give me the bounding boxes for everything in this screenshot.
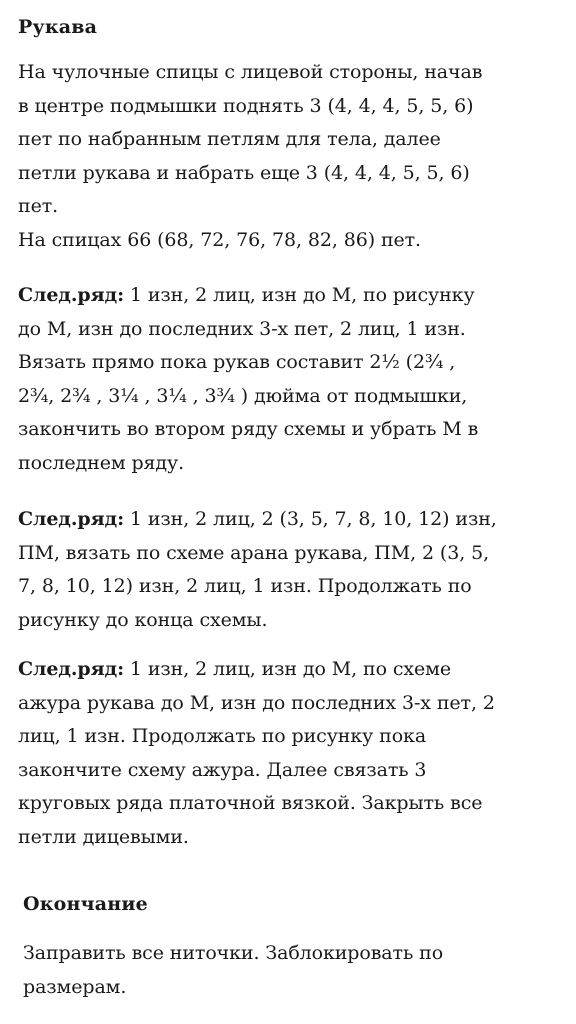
text-line: петли дицевыми. [18, 825, 189, 848]
next-row-paragraph-2 [18, 503, 563, 637]
text-line: пет по набранным петлям для тела, далее [18, 128, 441, 150]
next-row-label: След.ряд: [18, 284, 124, 306]
text-line: ажура рукава до М, изн до последних 3-х пет, 2 [18, 691, 495, 714]
text-line: ПМ, вязать по схеме арана рукава, ПМ, 2 (3, 5, [18, 541, 490, 564]
text-line [18, 653, 563, 687]
text-line: пет. [18, 195, 59, 217]
text-line: лиц, 1 изн. Продолжать по рисунку пока [18, 725, 427, 747]
text-line: закончить во втором ряду схемы и убрать М в [18, 418, 479, 440]
text-line [18, 279, 563, 313]
text-line: петли рукава и набрать еще 3 (4, 4, 4, 5, 5, 6) [18, 161, 470, 184]
text-line: На спицах 66 (68, 72, 76, 78, 82, 86) пет. [18, 228, 422, 251]
text-fragment: 1 изн, 2 лиц, изн до М, по рисунку [123, 284, 475, 306]
text-line: закончите схему ажура. Далее связать 3 [18, 758, 427, 781]
sleeves-intro-paragraph [18, 56, 563, 257]
text-line: до М, изн до последних 3-х пет, 2 лиц, 1 изн. [18, 317, 466, 340]
text-line: размерам. [23, 975, 127, 998]
finishing-paragraph [23, 937, 568, 1004]
next-row-label: След.ряд: [18, 508, 124, 530]
text-line: в центре подмышки поднять 3 (4, 4, 4, 5, 5, 6) [18, 94, 474, 117]
text-line: Вязать прямо пока рукав составит 2½ (2¾ , [18, 351, 456, 373]
next-row-label: След.ряд: [18, 658, 124, 680]
next-row-paragraph-1 [18, 279, 563, 480]
text-line: Заправить все ниточки. Заблокировать по [23, 942, 444, 964]
text-line: 2¾, 2¾ , 3¼ , 3¼ , 3¾ ) дюйма от подмышки, [18, 384, 468, 407]
finishing-heading: Окончание [23, 893, 148, 915]
text-line: На чулочные спицы с лицевой стороны, начав [18, 61, 483, 83]
text-line: 7, 8, 10, 12) изн, 2 лиц, 1 изн. Продолжать по [18, 575, 472, 597]
text-fragment: 1 изн, 2 лиц, 2 (3, 5, 7, 8, 10, 12) изн, [123, 508, 497, 530]
sleeves-heading: Рукава [18, 16, 98, 38]
text-line [18, 503, 563, 537]
text-line: последнем ряду. [18, 451, 185, 474]
text-line: круговых ряда платочной вязкой. Закрыть все [18, 792, 483, 814]
next-row-paragraph-3 [18, 653, 563, 854]
text-fragment: 1 изн, 2 лиц, изн до М, по схеме [123, 658, 451, 680]
text-line: рисунку до конца схемы. [18, 608, 268, 631]
